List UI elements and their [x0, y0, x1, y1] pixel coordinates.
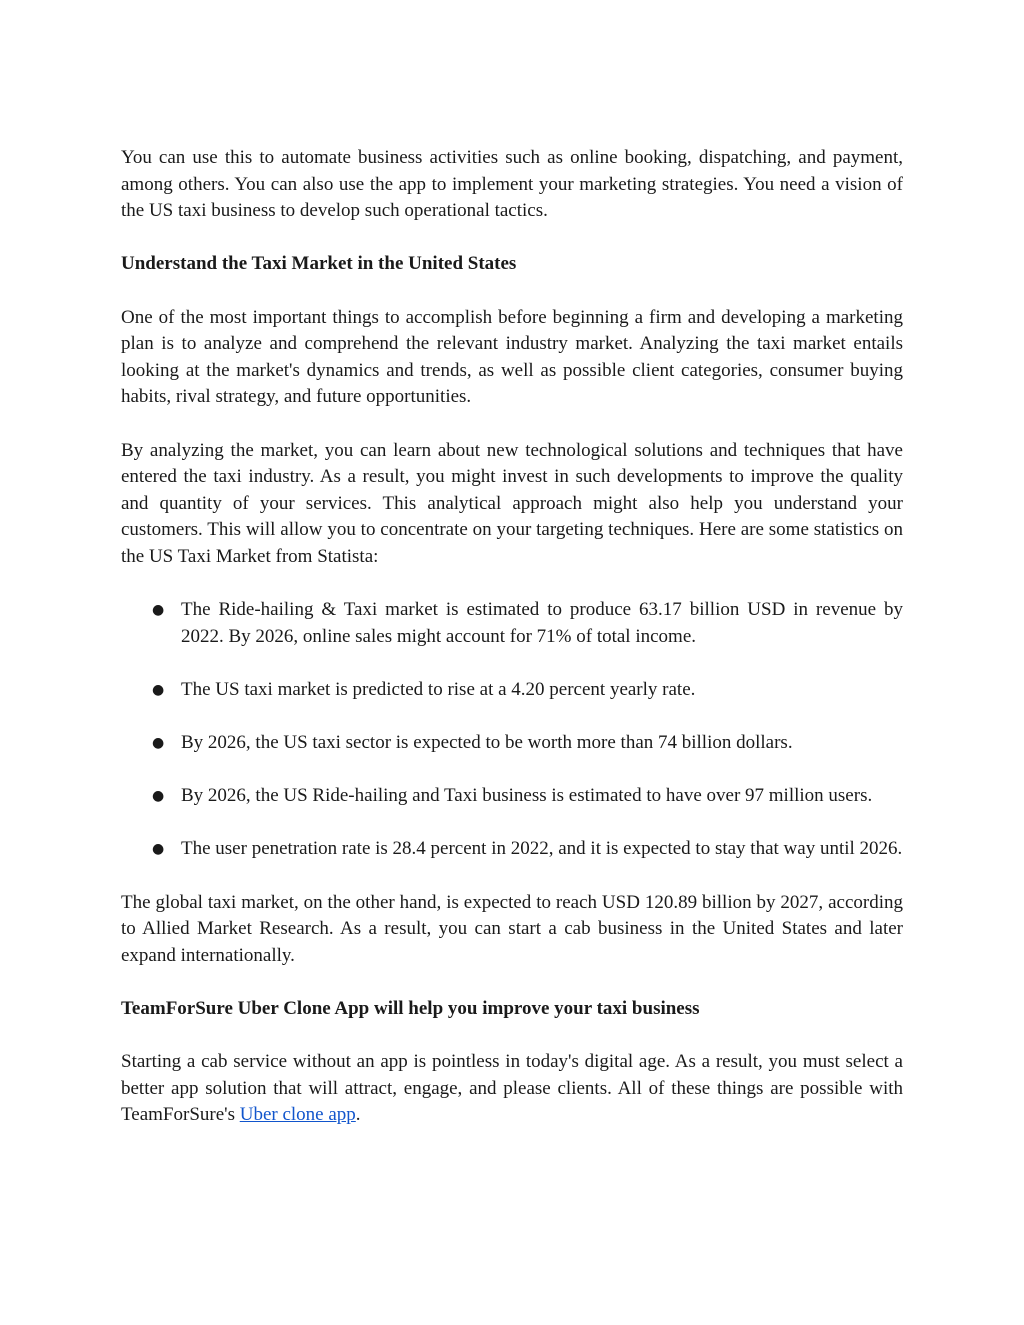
section-heading-teamforsure: TeamForSure Uber Clone App will help you improve your taxi business	[121, 998, 700, 1019]
list-item-text: By 2026, the US taxi sector is expected to be worth more than 74 billion dollars.	[181, 732, 793, 754]
closing-text: Starting a cab service without an app is pointless in today's digital age. As a result, you must select a better app solution that will attract, engage, and please clients. All of these things are possible with TeamForSure's	[121, 1051, 903, 1126]
global-market-paragraph: The global taxi market, on the other hand, is expected to reach USD 120.89 billion by 2027, according to Allied Market Research. As a result, you can start a cab business in the United States and later expand internationally.	[121, 891, 903, 966]
section-heading-market: Understand the Taxi Market in the United States	[121, 253, 517, 275]
document-page	[121, 145, 903, 1156]
uber-clone-app-link[interactable]: Uber clone app	[239, 1104, 356, 1126]
list-item	[121, 836, 903, 863]
market-paragraph-2: By analyzing the market, you can learn about new technological solutions and techniques that have entered the taxi industry. As a result, you might invest in such developments to improve the quality and quantity of your services. This analytical approach might also help you understand your customers. This will allow you to concentrate on your targeting techniques. Here are some statistics on the US Taxi Market from Statista:	[121, 439, 903, 567]
bullet-icon: ●	[152, 681, 165, 698]
bullet-icon: ●	[152, 735, 165, 752]
list-item	[121, 677, 903, 704]
closing-paragraph	[121, 1049, 903, 1129]
bullet-icon: ●	[152, 788, 165, 805]
closing-period: .	[355, 1104, 361, 1126]
list-item	[121, 783, 903, 810]
intro-paragraph: You can use this to automate business activities such as online booking, dispatching, and payment, among others. You can also use the app to implement your marketing strategies. You need a vision of the US taxi business to develop such operational tactics.	[121, 147, 903, 222]
bullet-icon: ●	[152, 602, 165, 619]
list-item-text: By 2026, the US Ride-hailing and Taxi business is estimated to have over 97 million users.	[181, 785, 873, 807]
list-item-text: The US taxi market is predicted to rise at a 4.20 percent yearly rate.	[181, 678, 696, 700]
list-item-text: The user penetration rate is 28.4 percent in 2022, and it is expected to stay that way until 2026.	[181, 838, 903, 860]
market-paragraph-1: One of the most important things to accomplish before beginning a firm and developing a marketing plan is to analyze and comprehend the relevant industry market. Analyzing the taxi market entails looking at the market's dynamics and trends, as well as possible client categories, consumer buying habits, rival strategy, and future opportunities.	[121, 306, 903, 408]
bullet-icon: ●	[152, 841, 165, 858]
list-item	[121, 730, 903, 757]
list-item-text: The Ride-hailing & Taxi market is estimated to produce 63.17 billion USD in revenue by 2022. By 2026, online sales might account for 71% of total income.	[181, 599, 903, 647]
statistics-list	[121, 597, 903, 863]
list-item	[121, 597, 903, 650]
